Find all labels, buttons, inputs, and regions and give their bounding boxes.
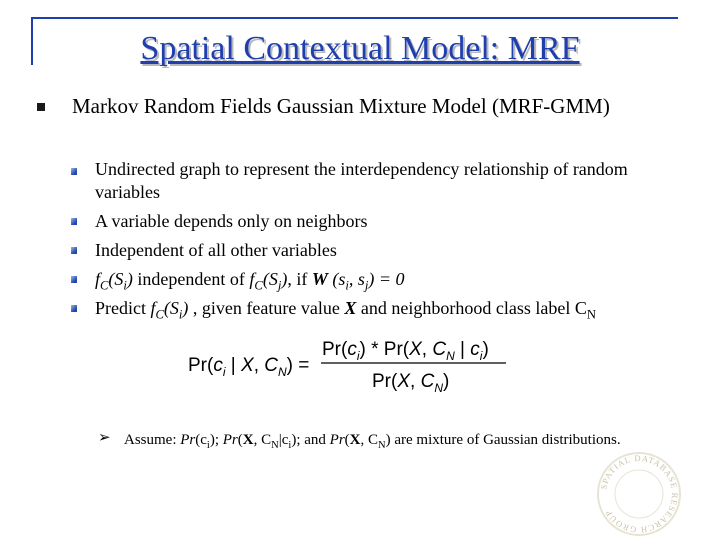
- research-group-seal-logo: [595, 450, 683, 538]
- title-frame-top-rule: [31, 17, 678, 19]
- sub-bullet-text: Undirected graph to represent the interdependency relationship of random variables: [95, 159, 628, 202]
- main-bullet-text: Markov Random Fields Gaussian Mixture Model (MRF-GMM): [72, 94, 610, 118]
- sub-bullet-text: A variable depends only on neighbors: [95, 211, 368, 231]
- predict-bullet-text: Predict $f_C(S_i)$ , given feature value X and neighborhood class label $C_N$: [95, 298, 596, 322]
- seal-ring-text: SPATIAL DATABASE RESEARCH GROUP: [598, 452, 681, 536]
- sub-bullet-marker: [71, 247, 77, 254]
- sub-bullet-text: Independent of all other variables: [95, 240, 337, 260]
- formula-numerator: $Pr(c_i) * Pr(X$, $C_N$ | $c_i$): [322, 339, 489, 363]
- seal-inner-ring: [615, 470, 663, 518]
- bayes-formula: [188, 338, 518, 398]
- slide-title: Spatial Contextual Model: MRF: [140, 30, 580, 67]
- assumption-note: Assume: $Pr(c_i)$; Pr(X, $C_N|c_i$); and Pr(X, $C_N$) are mixture of Gaussian distributions.: [124, 432, 621, 451]
- independence-bullet-text: $f_C(S_i)$ independent of $f_C(S_j)$, if W ($s_i$, $s_j) = 0$: [95, 269, 405, 293]
- main-bullet-marker: [37, 103, 45, 111]
- formula-lhs: $Pr(c_i$ | X, $C_N$) =: [188, 355, 310, 379]
- sub-bullet-marker: [71, 276, 77, 283]
- arrow-bullet-icon: ➢: [98, 428, 111, 446]
- sub-bullet-marker: [71, 305, 77, 312]
- formula-denominator: Pr(X, $C_N$): [372, 371, 450, 395]
- sub-bullet-marker: [71, 218, 77, 225]
- sub-bullet-marker: [71, 168, 77, 175]
